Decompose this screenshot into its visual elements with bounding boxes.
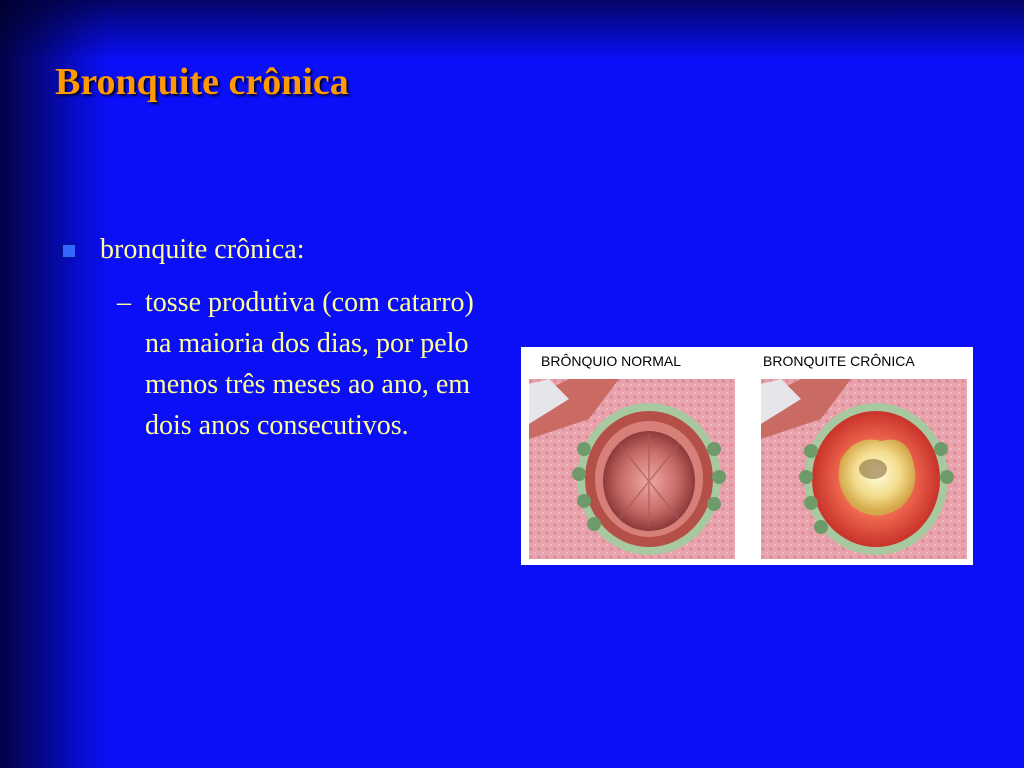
square-bullet-icon bbox=[62, 244, 76, 258]
normal-bronchus-illustration bbox=[529, 379, 735, 559]
bullet-text: bronquite crônica: bbox=[100, 234, 305, 265]
subbullet-text: tosse produtiva (com catarro) na maioria dos dias, por pelo menos três meses ao ano, em dois anos consecutivos. bbox=[145, 287, 474, 441]
slide-title: Bronquite crônica bbox=[55, 61, 349, 103]
normal-bronchus-label: BRÔNQUIO NORMAL bbox=[541, 353, 682, 369]
chronic-bronchitis-label: BRONQUITE CRÔNICA bbox=[763, 353, 915, 369]
bronchus-comparison-figure bbox=[521, 347, 973, 565]
chronic-bronchitis-illustration bbox=[761, 379, 967, 559]
dash-bullet-icon: – bbox=[117, 287, 131, 318]
